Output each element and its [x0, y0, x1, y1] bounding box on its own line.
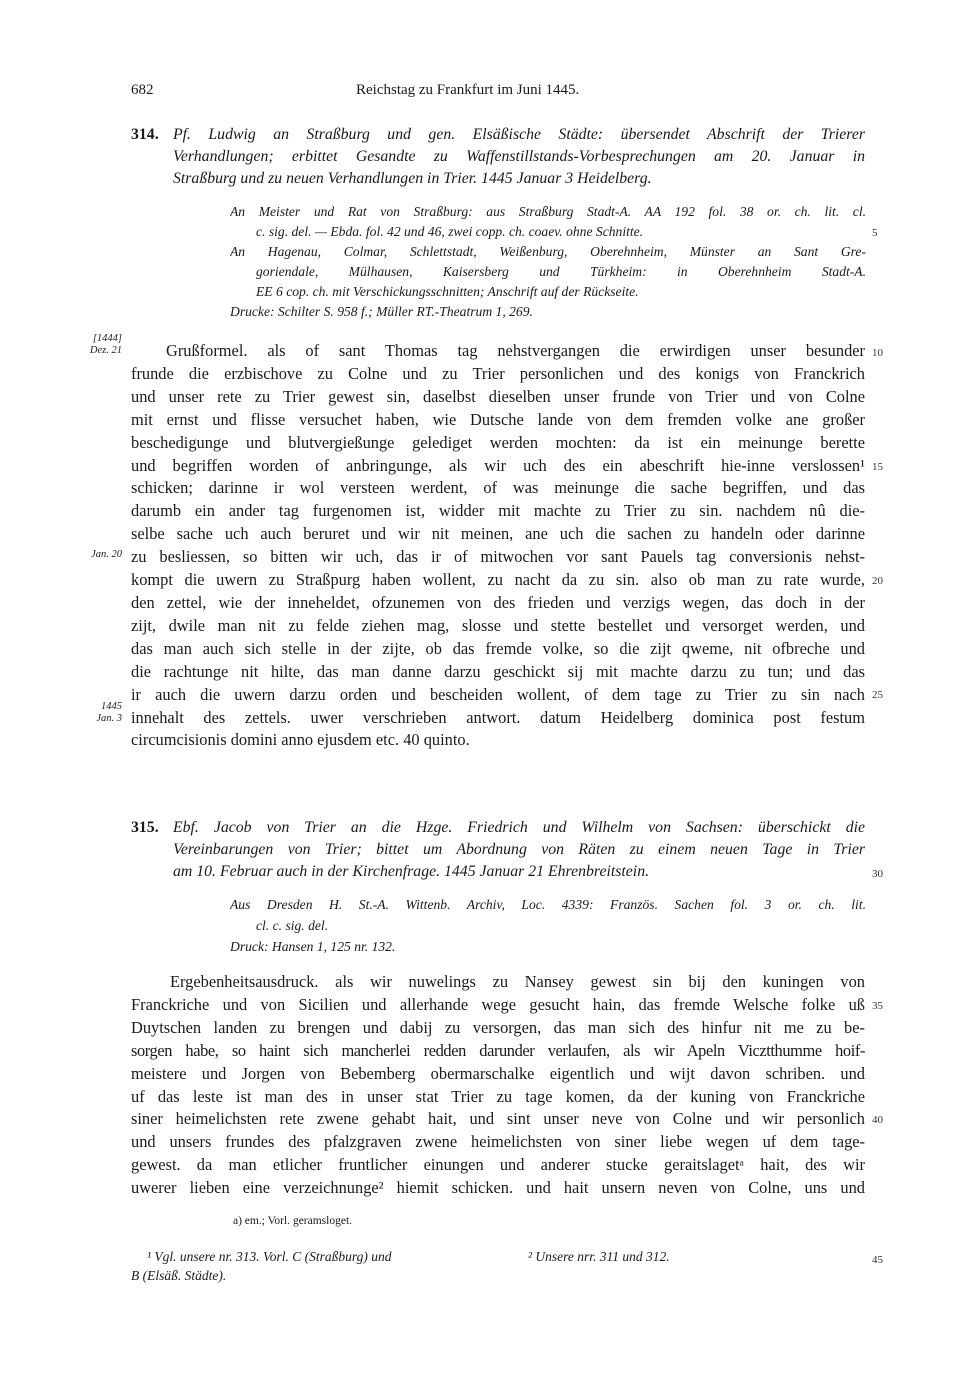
- body-line: beschedigunge und blutvergießunge gelediget werden mochten: da ist ein meinunge berette: [131, 432, 865, 452]
- body-line: frunde die erzbischove zu Colne und zu Trier personlichen und des konigs von Franckrich: [131, 363, 865, 383]
- body-line: sorgen habe, so haint sich mancherlei redden darunder verlaufen, als wir Apeln Vicztthumme hoif-: [131, 1040, 865, 1060]
- doc-315-sources: [230, 894, 866, 957]
- body-line: mit ernst und flisse versuchet haben, wie Dutsche lande von dem fremden volke ane großer: [131, 409, 865, 429]
- source-line: An Hagenau, Colmar, Schlettstadt, Weißenburg, Oberehnheim, Münster an Sant Gre-: [230, 244, 866, 259]
- doc-315-title-line: am 10. Februar auch in der Kirchenfrage. 1445 Januar 21 Ehrenbreitstein.: [173, 863, 650, 881]
- margin-date-day: Jan. 3: [96, 713, 122, 724]
- running-title: Reichstag zu Frankfurt im Juni 1445.: [356, 82, 580, 98]
- body-line: siner heimelichsten rete zwene gehabt hait, und sint unser neve von Colne und wir personlich: [131, 1109, 865, 1129]
- body-line: circumcisionis domini anno ejusdem etc. 40 quinto.: [131, 730, 470, 750]
- line-number: 35: [872, 1000, 883, 1012]
- line-number: 10: [872, 347, 883, 359]
- margin-date-day: Jan. 20: [91, 549, 122, 560]
- footnote-line: B (Elsäß. Städte).: [131, 1268, 227, 1283]
- body-line: und begriffen worden of anbringunge, als wir uch des ein abeschrift hie-inne verslossen¹: [131, 455, 865, 475]
- margin-date-note: [72, 549, 122, 561]
- footnote-2: ² Unsere nrr. 311 und 312.: [528, 1249, 670, 1264]
- source-line: c. sig. del. — Ebda. fol. 42 und 46, zwei copp. ch. coaev. ohne Schnitte.: [256, 224, 644, 239]
- body-line: ir auch die uwern darzu orden und bescheiden wollent, of dem tage zu Trier zu sin nach: [131, 684, 865, 704]
- body-line: das man auch sich stelle in der zijte, ob das fremde volke, so die zijt qweme, nit ofbreche und: [131, 638, 865, 658]
- footnote-1: [131, 1247, 501, 1285]
- body-line: meistere und Jorgen von Bebemberg obermarschalke eigentlich und wijt davon schriben. und: [131, 1063, 865, 1083]
- source-line: goriendale, Mülhausen, Kaisersberg und Türkheim: in Oberehnheim Stadt-A.: [256, 264, 866, 279]
- doc-315-title: [173, 817, 865, 884]
- body-line: Duytschen landen zu brengen und dabij zu versorgen, das man sich des hinfur nit me zu be-: [131, 1017, 865, 1037]
- body-line: kompt die uwern zu Straßpurg haben wollent, zu nacht da zu sin. also ob man zu rate wurde,: [131, 570, 865, 590]
- body-line: Ergebenheitsausdruck. als wir nuwelings zu Nansey gewest sin bij den kuningen von: [170, 972, 865, 991]
- body-line: schicken; darinne ir wol versteen werdent, of was meinunge die sache begriffen, und das: [131, 478, 865, 498]
- footnote-line: ¹ Vgl. unsere nr. 313. Vorl. C (Straßburg) und: [147, 1249, 392, 1264]
- line-number: 5: [872, 227, 878, 239]
- line-number: 45: [872, 1254, 883, 1266]
- doc-315-title-line: Vereinbarungen von Trier; bittet um Abordnung von Räten zu einem neuen Tage in Trier: [173, 841, 865, 859]
- doc-315-number: 315.: [131, 819, 159, 836]
- body-line: und unsers frundes des pfalzgraven zwene heimelichsten von siner liebe wegen uf dem tage-: [131, 1132, 865, 1152]
- body-line: gewest. da man etlicher fruntlicher einungen und anderer stucke geraitslagetᵃ hait, des wir: [131, 1155, 865, 1175]
- margin-date-year: 1445: [101, 701, 122, 712]
- margin-date-day: Dez. 21: [89, 345, 122, 356]
- body-line: die rachtunge nit hilte, das man danne darzu geschickt sij mit machte darzu zu tun; und das: [131, 661, 865, 681]
- body-line: Franckriche und von Sicilien und allerhande wege gesucht hain, das fremde Welsche folke uß: [131, 994, 865, 1014]
- doc-314-title: [173, 124, 865, 191]
- critical-apparatus-note: a) em.; Vorl. geramsloget.: [233, 1215, 353, 1227]
- line-number: 30: [872, 868, 883, 880]
- doc-314-title-line: Verhandlungen; erbittet Gesandte zu Waffenstillstands-Vorbesprechungen am 20. Januar in: [173, 148, 865, 166]
- source-line: EE 6 cop. ch. mit Verschickungsschnitten; Anschrift auf der Rückseite.: [256, 284, 639, 299]
- line-number: 20: [872, 575, 883, 587]
- line-number: 25: [872, 689, 883, 701]
- body-line: und unser rete zu Trier gewest sin, daselbst dieselben unser frunde von Trier und von Colne: [131, 386, 865, 406]
- source-line: Druck: Hansen 1, 125 nr. 132.: [230, 939, 396, 954]
- margin-date-note: [72, 333, 122, 357]
- source-line: Aus Dresden H. St.-A. Wittenb. Archiv, Loc. 4339: Französ. Sachen fol. 3 or. ch. lit.: [230, 897, 866, 912]
- body-line: zijt, dwile man nit zu felde ziehen mag, slosse und stette bestellet und versorget werden, und: [131, 615, 865, 635]
- body-line: uf das leste ist man des in unser stat Trier zu tage komen, da der kuning von Franckriche: [131, 1086, 865, 1106]
- source-line: An Meister und Rat von Straßburg: aus Straßburg Stadt-A. AA 192 fol. 38 or. ch. lit. cl.: [230, 204, 866, 219]
- doc-314-sources: [230, 202, 866, 322]
- source-line: Drucke: Schilter S. 958 f.; Müller RT.-Theatrum 1, 269.: [230, 304, 533, 319]
- body-line: selbe sache uch auch beruret und wir nit meinen, ane uch die sachen zu handeln oder darinne: [131, 524, 865, 544]
- doc-315-title-line: Ebf. Jacob von Trier an die Hzge. Friedrich und Wilhelm von Sachsen: überschickt die: [173, 819, 865, 836]
- line-number: 40: [872, 1114, 883, 1126]
- body-line: innehalt des zettels. uwer verschrieben antwort. datum Heidelberg dominica post festum: [131, 707, 865, 727]
- doc-314-body: [131, 340, 865, 752]
- body-line: den zettel, wie der inneheldet, ofzunemen von des frieden und verzigs wegen, das doch in der: [131, 592, 865, 612]
- doc-315-body: [131, 971, 865, 1200]
- page-number: 682: [131, 82, 154, 98]
- body-line: darumb ein ander tag furgenomen ist, widder mit machte zu Trier zu sin. nachdem nû die-: [131, 501, 865, 521]
- doc-314-number: 314.: [131, 126, 159, 143]
- margin-date-year: [1444]: [92, 333, 122, 344]
- doc-314-title-line: Straßburg und zu neuen Verhandlungen in Trier. 1445 Januar 3 Heidelberg.: [173, 170, 652, 188]
- doc-314-title-line: Pf. Ludwig an Straßburg und gen. Elsäßische Städte: übersendet Abschrift der Trierer: [173, 126, 865, 143]
- body-line: uwerer lieben eine verzeichnunge² hiemit schicken. und hait unsern neven von Colne, uns und: [131, 1178, 865, 1198]
- body-line: Grußformel. als of sant Thomas tag nehstvergangen die erwirdigen unser besunder: [166, 341, 865, 360]
- line-number: 15: [872, 461, 883, 473]
- source-line: cl. c. sig. del.: [256, 918, 329, 933]
- body-line: zu besliessen, so bitten wir uch, das ir of mitwochen vor sant Pauels tag conversionis nehst-: [131, 547, 865, 567]
- margin-date-note: [72, 701, 122, 725]
